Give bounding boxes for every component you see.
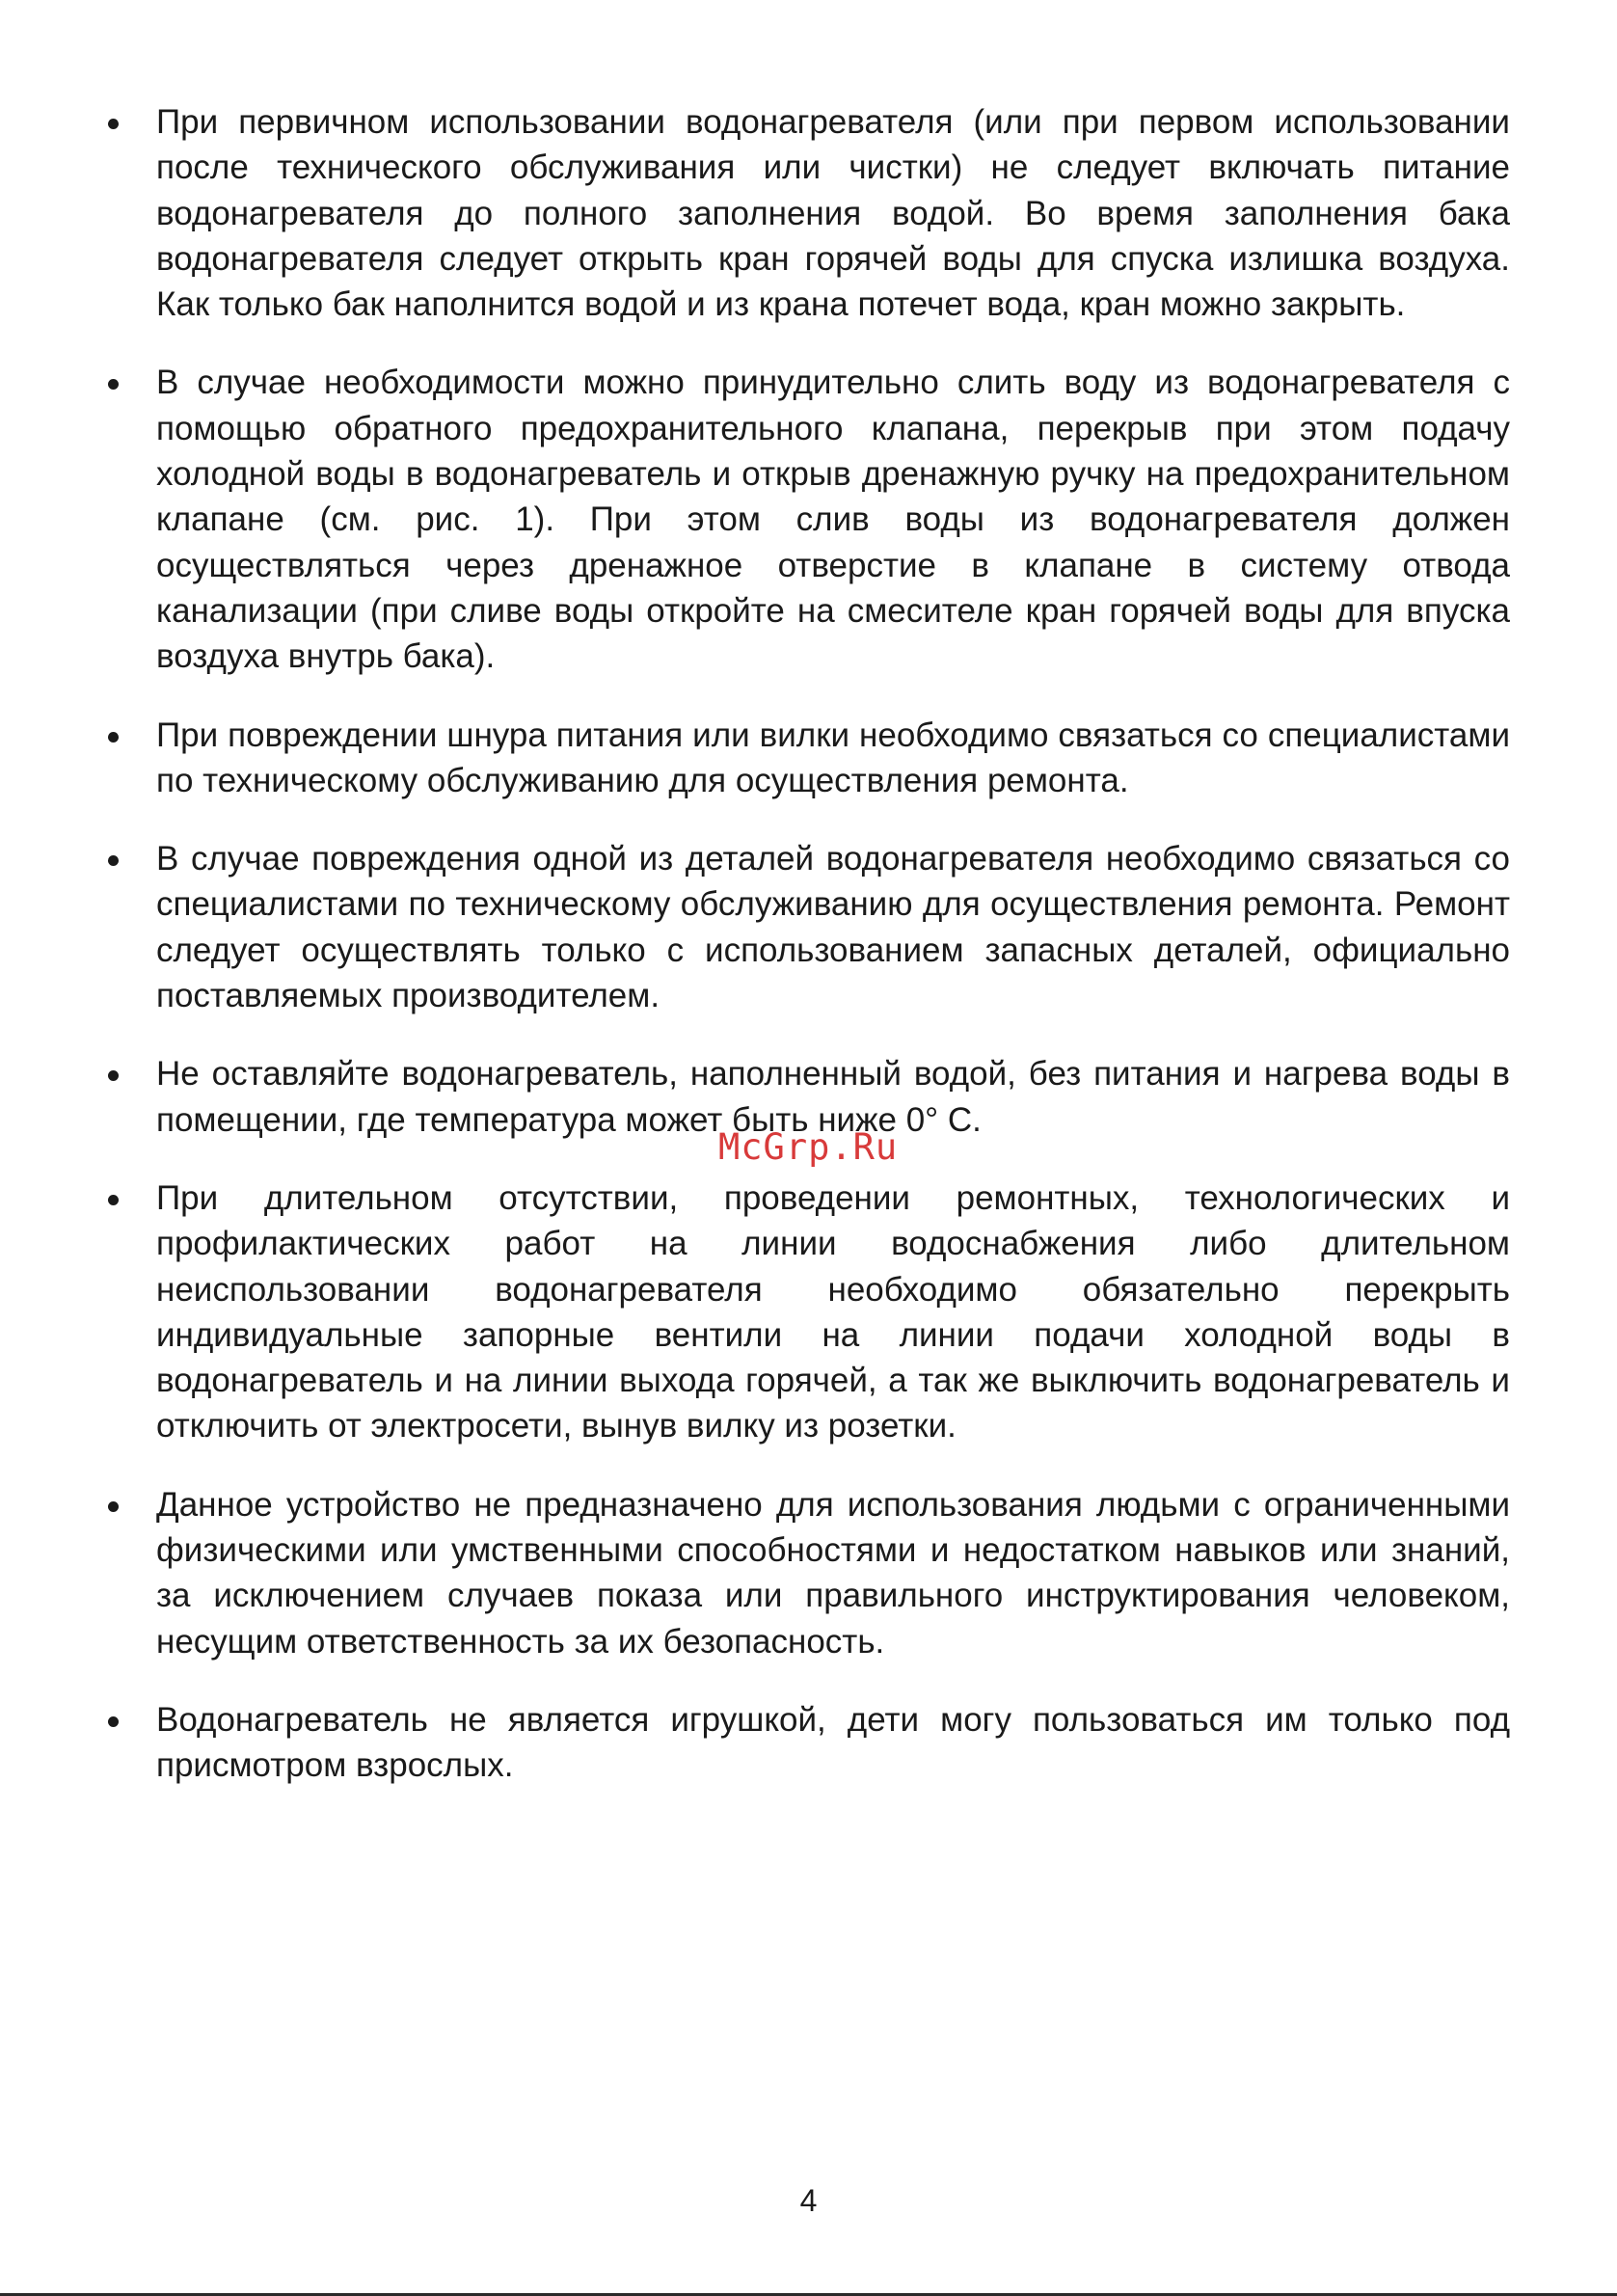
bullet-icon [108, 119, 119, 129]
list-item [108, 360, 1510, 679]
bullet-icon [108, 1070, 119, 1081]
list-item-text: Водонагреватель не является игрушкой, дети могу пользоваться им только под присмотром взрослых. [156, 1700, 1510, 1785]
bullet-icon [108, 1501, 119, 1512]
safety-instructions-list [108, 99, 1510, 1822]
list-item [108, 1175, 1510, 1449]
list-item-text: В случае необходимости можно принудительно слить воду из водонагревателя с помощью обратного предохранительного клапана, перекрыв при этом подачу холодной воды в водонагреватель и открыв дренажную ручку на предохранительном клапане (см. рис. 1). При этом слив воды из водонагревателя должен осуществляться через дренажное отверстие в клапане в систему отвода канализации (при сливе воды откройте на смесителе кран горячей воды для впуска воздуха внутрь бака). [156, 364, 1510, 676]
bullet-icon [108, 855, 119, 866]
list-item [108, 1482, 1510, 1664]
list-item [108, 713, 1510, 804]
bullet-icon [108, 1195, 119, 1205]
list-item-text: При повреждении шнура питания или вилки необходимо связаться со специалистами по техническому обслуживанию для осуществления ремонта. [156, 716, 1510, 799]
list-item [108, 836, 1510, 1018]
page-number: 4 [799, 2183, 818, 2218]
watermark: McGrp.Ru [718, 1126, 899, 1168]
list-item-text: Данное устройство не предназначено для использования людьми с ограниченными физическими или умственными способностями и недостатком навыков или знаний, за исключением случаев показа или правильного инструктирования человеком, несущим ответственность за их безопасность. [156, 1485, 1510, 1661]
list-item [108, 1697, 1510, 1789]
list-item-text: При первичном использовании водонагревателя (или при первом использовании после технического обслуживания или чистки) не следует включать питание водонагревателя до полного заполнения водой. Во время заполнения бака водонагревателя следует открыть кран горячей воды для спуска излишка воздуха. Как только бак наполнится водой и из крана потечет вода, кран можно закрыть. [156, 103, 1510, 324]
list-item-text: Не оставляйте водонагреватель, наполненный водой, без питания и нагрева воды в помещении, где температура может быть ниже 0° С. [156, 1055, 1510, 1139]
list-item-text: В случае повреждения одной из деталей водонагревателя необходимо связаться со специалистами по техническому обслуживанию для осуществления ремонта. Ремонт следует осуществлять только с использованием запасных деталей, официально поставляемых производителем. [156, 840, 1510, 1015]
list-item [108, 99, 1510, 327]
bullet-icon [108, 732, 119, 743]
bullet-icon [108, 1716, 119, 1727]
list-item-text: При длительном отсутствии, проведении ремонтных, технологических и профилактических работ на линии водоснабжения либо длительном неиспользовании водонагревателя необходимо обязательно перекрыть индивидуальные запорные вентили на линии подачи холодной воды в водонагреватель и на линии выхода горячей, а так же выключить водонагреватель и отключить от электросети, вынув вилку из розетки. [156, 1178, 1510, 1445]
bullet-icon [108, 379, 119, 390]
